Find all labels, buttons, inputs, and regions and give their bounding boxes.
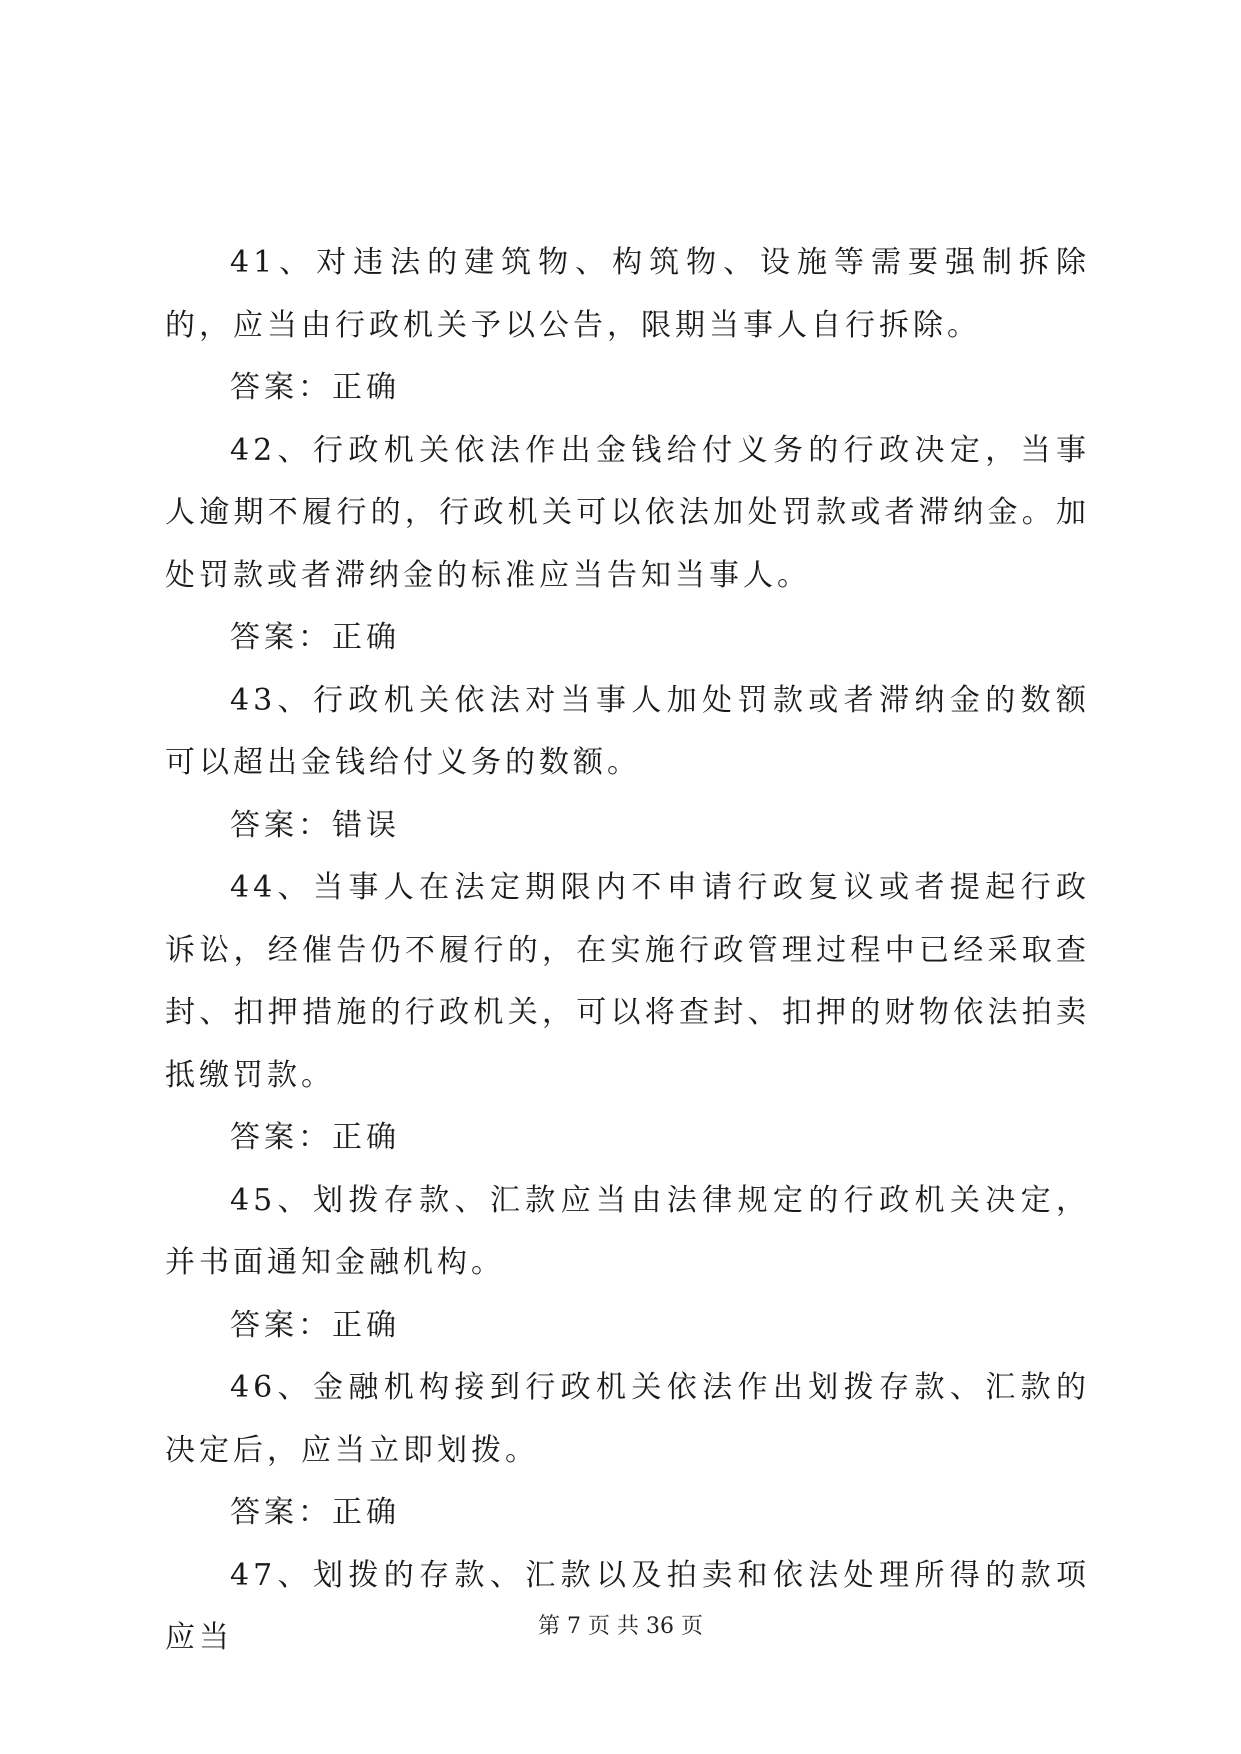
answer-text: 答案：正确 [230, 1120, 400, 1155]
question-item-44 [165, 857, 1090, 1170]
answer-text: 答案：正确 [230, 1495, 400, 1530]
question-text: 44、当事人在法定期限内不申请行政复议或者提起行政诉讼，经催告仍不履行的，在实施行政管理过程中已经采取查封、扣押措施的行政机关，可以将查封、扣押的财物依法拍卖抵缴罚款。 [165, 870, 1090, 1093]
question-text: 43、行政机关依法对当事人加处罚款或者滞纳金的数额可以超出金钱给付义务的数额。 [165, 682, 1090, 780]
question-text: 41、对违法的建筑物、构筑物、设施等需要强制拆除的，应当由行政机关予以公告，限期当事人自行拆除。 [165, 245, 1090, 343]
answer-text: 答案：错误 [230, 807, 400, 843]
question-text: 47、划拨的存款、汇款以及拍卖和依法处理所得的款项应当 [165, 1557, 1090, 1655]
question-text: 45、划拨存款、汇款应当由法律规定的行政机关决定，并书面通知金融机构。 [165, 1182, 1090, 1280]
question-item-47 [165, 1545, 1090, 1670]
question-text: 42、行政机关依法作出金钱给付义务的行政决定，当事人逾期不履行的，行政机关可以依法加处罚款或者滞纳金。加处罚款或者滞纳金的标准应当告知当事人。 [165, 432, 1090, 593]
question-item-45 [165, 1170, 1090, 1358]
page-footer: 第 7 页 共 36 页 [538, 1614, 703, 1639]
question-text: 46、金融机构接到行政机关依法作出划拨存款、汇款的决定后，应当立即划拨。 [165, 1370, 1090, 1468]
question-item-41 [165, 232, 1090, 420]
answer-text: 答案：正确 [230, 370, 400, 405]
question-item-43 [165, 670, 1090, 858]
answer-text: 答案：正确 [230, 1307, 400, 1343]
answer-text: 答案：正确 [230, 620, 400, 655]
question-item-46 [165, 1357, 1090, 1545]
question-item-42 [165, 420, 1090, 670]
page-content [165, 232, 1090, 1670]
